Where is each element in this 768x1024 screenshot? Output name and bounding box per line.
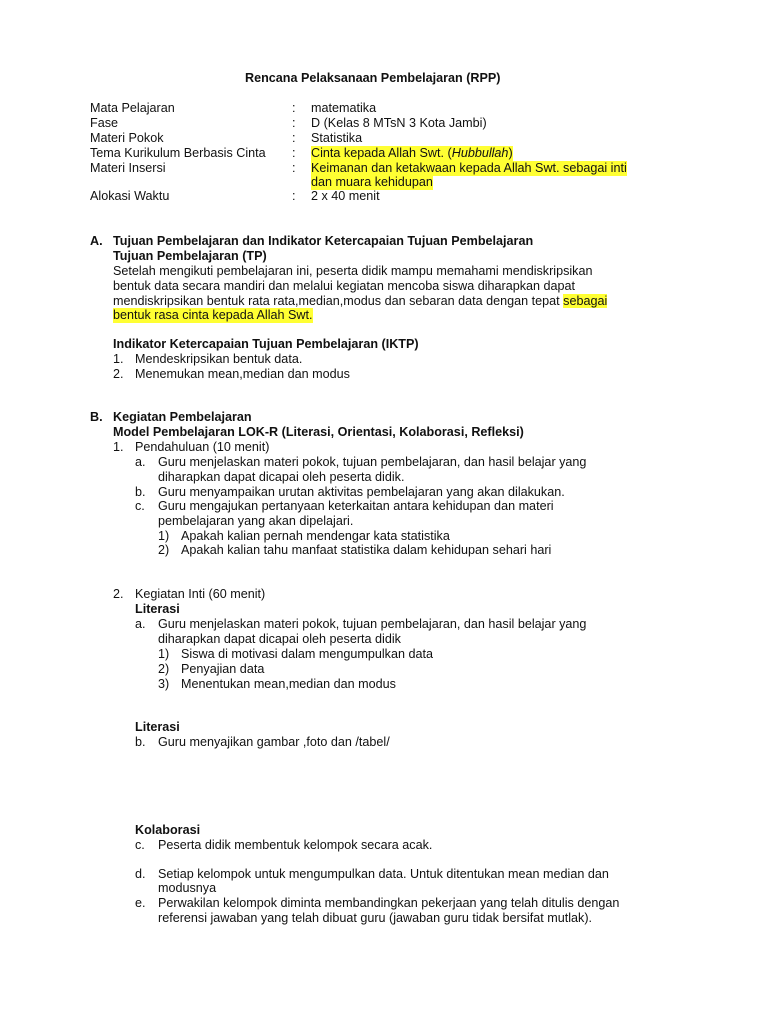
section-marker: B. — [90, 410, 103, 424]
list-item: Menentukan mean,median dan modus — [181, 677, 396, 691]
identity-colon: : — [292, 146, 296, 160]
list-number: 2) — [158, 662, 170, 676]
list-item: Apakah kalian tahu manfaat statistika dalam kehidupan sehari hari — [181, 543, 552, 557]
paragraph-line — [113, 294, 607, 309]
list-letter: e. — [135, 896, 146, 910]
list-item: referensi jawaban yang telah dibuat guru (jawaban guru tidak bersifat mutlak). — [158, 911, 593, 925]
section-marker: A. — [90, 234, 103, 248]
list-item: Menemukan mean,median dan modus — [135, 367, 350, 381]
identity-value-highlighted: Keimanan dan ketakwaan kepada Allah Swt. sebagai inti — [311, 161, 627, 175]
subheading: Tujuan Pembelajaran (TP) — [113, 249, 267, 263]
list-item: Guru mengajukan pertanyaan keterkaitan antara kehidupan dan materi — [158, 499, 554, 513]
list-letter: d. — [135, 867, 146, 881]
identity-value-highlighted: dan muara kehidupan — [311, 175, 433, 189]
list-number: 1. — [113, 352, 124, 366]
identity-label: Mata Pelajaran — [90, 101, 175, 115]
list-item: Peserta didik membentuk kelompok secara acak. — [158, 838, 433, 852]
identity-value: matematika — [311, 101, 377, 115]
list-number: 2. — [113, 587, 124, 601]
theme-italic-text: Hubbullah — [451, 146, 509, 160]
list-item: modusnya — [158, 881, 217, 895]
identity-value: 2 x 40 menit — [311, 189, 380, 203]
list-number: 1. — [113, 440, 124, 454]
subheading: Kolaborasi — [135, 823, 201, 837]
identity-label: Materi Pokok — [90, 131, 164, 145]
identity-colon: : — [292, 101, 296, 115]
list-item: Setiap kelompok untuk mengumpulkan data. Untuk ditentukan mean median dan — [158, 867, 609, 881]
list-item: diharapkan dapat dicapai oleh peserta didik. — [158, 470, 405, 484]
identity-label: Tema Kurikulum Berbasis Cinta — [90, 146, 266, 160]
list-item: Apakah kalian pernah mendengar kata statistika — [181, 529, 450, 543]
list-letter: a. — [135, 455, 146, 469]
section-heading: Kegiatan Pembelajaran — [113, 410, 252, 424]
list-number: 2) — [158, 543, 170, 557]
subheading: Literasi — [135, 720, 180, 734]
section-heading: Tujuan Pembelajaran dan Indikator Ketercapaian Tujuan Pembelajaran — [113, 234, 534, 248]
list-item: Pendahuluan (10 menit) — [135, 440, 270, 454]
highlighted-text: sebagai — [563, 294, 608, 308]
identity-label: Materi Insersi — [90, 161, 166, 175]
list-letter: a. — [135, 617, 146, 631]
list-item: Penyajian data — [181, 662, 265, 676]
list-item: Guru menjelaskan materi pokok, tujuan pembelajaran, dan hasil belajar yang — [158, 455, 587, 469]
list-letter: c. — [135, 838, 145, 852]
identity-value-highlighted — [311, 146, 513, 161]
list-letter: b. — [135, 735, 146, 749]
identity-colon: : — [292, 189, 296, 203]
paragraph-line: Setelah mengikuti pembelajaran ini, peserta didik mampu memahami mendiskripsikan — [113, 264, 593, 278]
identity-label: Fase — [90, 116, 118, 130]
list-item: Guru menjelaskan materi pokok, tujuan pembelajaran, dan hasil belajar yang — [158, 617, 587, 631]
list-item: Guru menyajikan gambar ,foto dan /tabel/ — [158, 735, 390, 749]
document-title: Rencana Pelaksanaan Pembelajaran (RPP) — [245, 71, 501, 85]
paragraph-line: bentuk data secara mandiri dan melalui kegiatan mencoba siswa diharapkan dapat — [113, 279, 576, 293]
identity-colon: : — [292, 116, 296, 130]
list-number: 2. — [113, 367, 124, 381]
theme-text: Cinta kepada Allah Swt. ( — [311, 146, 452, 160]
list-number: 3) — [158, 677, 170, 691]
identity-label: Alokasi Waktu — [90, 189, 170, 203]
identity-value: D (Kelas 8 MTsN 3 Kota Jambi) — [311, 116, 487, 130]
subheading: Indikator Ketercapaian Tujuan Pembelajaran (IKTP) — [113, 337, 419, 351]
list-letter: b. — [135, 485, 146, 499]
list-item: Perwakilan kelompok diminta membandingkan pekerjaan yang telah ditulis dengan — [158, 896, 620, 910]
list-number: 1) — [158, 647, 170, 661]
paragraph-text: mendiskripsikan bentuk rata rata,median,modus dan sebaran data dengan tepat — [113, 294, 564, 308]
list-item: Guru menyampaikan urutan aktivitas pembelajaran yang akan dilakukan. — [158, 485, 565, 499]
list-number: 1) — [158, 529, 170, 543]
subheading: Literasi — [135, 602, 180, 616]
list-item: pembelajaran yang akan dipelajari. — [158, 514, 354, 528]
list-item: Mendeskripsikan bentuk data. — [135, 352, 303, 366]
list-letter: c. — [135, 499, 145, 513]
highlighted-text: bentuk rasa cinta kepada Allah Swt. — [113, 308, 313, 322]
list-item: diharapkan dapat dicapai oleh peserta didik — [158, 632, 401, 646]
list-item: Kegiatan Inti (60 menit) — [135, 587, 266, 601]
theme-close-text: ) — [508, 146, 513, 160]
identity-colon: : — [292, 161, 296, 175]
identity-value: Statistika — [311, 131, 363, 145]
subheading: Model Pembelajaran LOK-R (Literasi, Orientasi, Kolaborasi, Refleksi) — [113, 425, 524, 439]
list-item: Siswa di motivasi dalam mengumpulkan data — [181, 647, 433, 661]
identity-colon: : — [292, 131, 296, 145]
